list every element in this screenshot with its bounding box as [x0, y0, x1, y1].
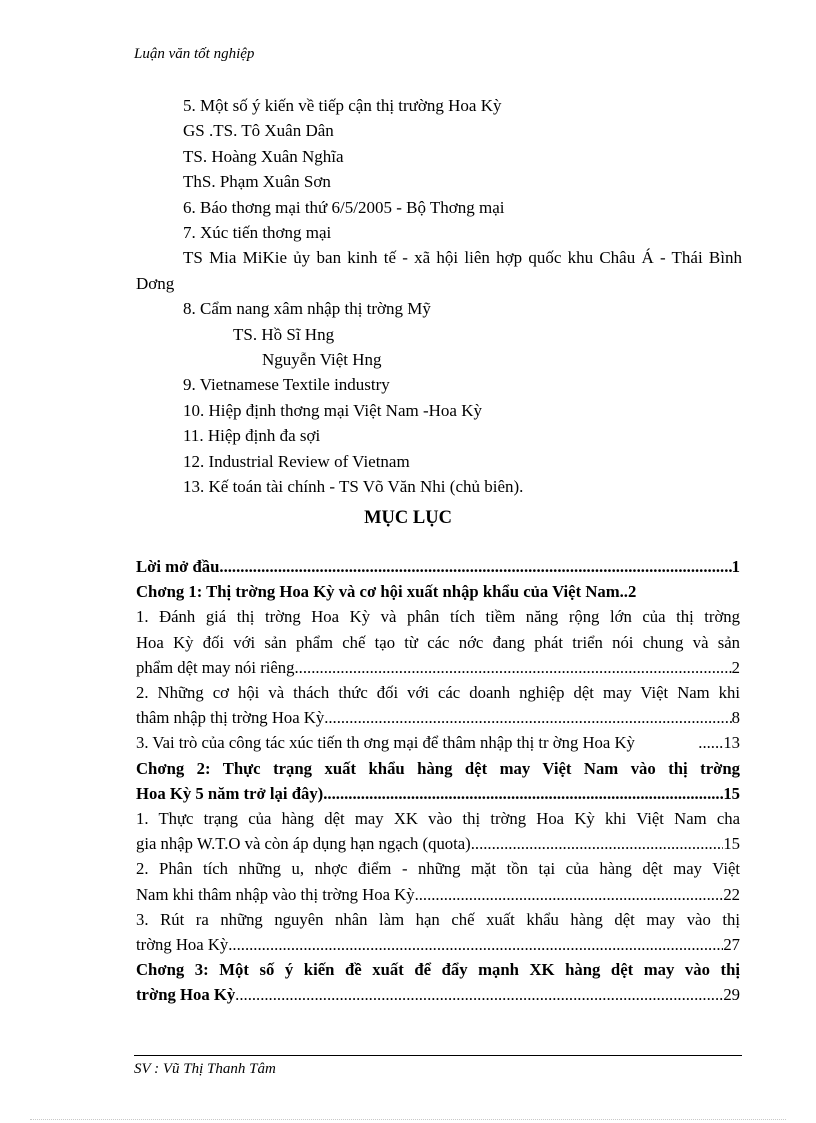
toc-entry-line: 1. Thực trạng của hàng dệt may XK vào thị trờng Hoa Kỳ khi Việt Nam cha	[136, 809, 740, 829]
toc-entry-line: 2. Những cơ hội và thách thức đối với các doanh nghiệp dệt may Việt Nam khi	[136, 683, 740, 703]
toc-entry-line: trờng Hoa Kỳ	[136, 935, 229, 955]
toc-chapter-3[interactable]	[136, 957, 740, 1007]
reference-author: TS. Hồ Sĩ Hng	[233, 324, 335, 344]
toc-page-number: 22	[723, 884, 740, 904]
toc-page-number: 8	[731, 708, 740, 728]
toc-entry-line: Hoa Kỳ 5 năm trở lại đây)	[136, 783, 324, 803]
reference-item: 12. Industrial Review of Vietnam	[183, 451, 410, 471]
toc-page-number: 27	[723, 935, 740, 955]
toc-entry-line: trờng Hoa Kỳ	[136, 985, 236, 1005]
reference-item: 5. Một số ý kiến về tiếp cận thị trường Hoa Kỳ	[183, 96, 502, 115]
toc-entry-2-3[interactable]	[136, 907, 740, 957]
toc-page-number: 29	[723, 985, 740, 1005]
footer-student-name: SV : Vũ Thị Thanh Tâm	[134, 1061, 276, 1077]
toc-entry-label: Lời mở đầu	[136, 557, 220, 576]
page-header-title: Luận văn tốt nghiệp	[134, 46, 255, 62]
reference-item: 6. Báo thơng mại thứ 6/5/2005 - Bộ Thơng mại	[183, 197, 505, 217]
table-of-contents	[136, 554, 740, 1008]
reference-author: TS Mia MiKie ủy ban kinh tế - xã hội liên hợp quốc khu Châu Á - Thái Bình Dơng	[136, 248, 742, 293]
toc-entry-2-1[interactable]	[136, 806, 740, 856]
toc-entry-line: 2. Phân tích những u, nhợc điểm - những mặt tồn tại của hàng dệt may Việt	[136, 859, 740, 879]
page-bottom-border	[30, 1119, 786, 1120]
toc-entry-1-3[interactable]	[136, 730, 740, 755]
reference-item: 11. Hiệp định đa sợi	[183, 426, 321, 446]
reference-item: 13. Kế toán tài chính - TS Võ Văn Nhi (chủ biên).	[183, 477, 524, 497]
toc-chapter-2[interactable]	[136, 756, 740, 806]
toc-entry-intro[interactable]	[136, 554, 740, 579]
reference-author: GS .TS. Tô Xuân Dân	[183, 121, 334, 141]
toc-entry-label: Chơng 1: Thị trờng Hoa Kỳ và cơ hội xuất nhập khẩu của Việt Nam	[136, 582, 620, 602]
toc-entry-line: 1. Đánh giá thị trờng Hoa Kỳ và phân tích tiềm năng rộng lớn của thị trờng	[136, 607, 740, 627]
toc-entry-line: phẩm dệt may nói riêng	[136, 657, 295, 677]
toc-entry-line: Hoa Kỳ đối với sản phẩm chế tạo từ các nớc đang phát triển nói chung và sản	[136, 632, 740, 652]
toc-page-number: 15	[723, 834, 740, 854]
toc-page-number: 2	[731, 657, 740, 677]
toc-entry-2-2[interactable]	[136, 856, 740, 906]
reference-item: 10. Hiệp định thơng mại Việt Nam -Hoa Kỳ	[183, 400, 482, 420]
reference-author: Nguyễn Việt Hng	[262, 350, 382, 370]
reference-author: TS. Hoàng Xuân Nghĩa	[183, 146, 344, 166]
toc-entry-1-2[interactable]	[136, 680, 740, 730]
toc-entry-line: Chơng 2: Thực trạng xuất khẩu hàng dệt may Việt Nam vào thị trờng	[136, 758, 740, 778]
toc-page-number: 1	[731, 557, 740, 576]
toc-entry-line: 3. Rút ra những nguyên nhân làm hạn chế xuất khẩu hàng dệt may vào thị	[136, 909, 740, 929]
toc-entry-line: 3. Vai trò của công tác xúc tiến th ơng mại để thâm nhập thị tr ờng Hoa Kỳ	[136, 733, 635, 753]
toc-entry-line: Chơng 3: Một số ý kiến đề xuất để đẩy mạnh XK hàng dệt may vào thị	[136, 960, 740, 980]
toc-entry-line: Nam khi thâm nhập vào thị trờng Hoa Kỳ	[136, 884, 415, 904]
reference-item: 7. Xúc tiến thơng mại	[183, 223, 332, 243]
toc-title: MỤC LỤC	[364, 508, 452, 528]
toc-page-number: ......13	[698, 733, 740, 753]
toc-entry-line: thâm nhập thị trờng Hoa Kỳ	[136, 708, 325, 728]
toc-entry-line: gia nhập W.T.O và còn áp dụng hạn ngạch (quota)	[136, 834, 471, 854]
toc-chapter-1[interactable]	[136, 579, 740, 604]
toc-page-number: 15	[723, 783, 740, 803]
reference-item: 9. Vietnamese Textile industry	[183, 375, 390, 395]
toc-entry-1-1[interactable]	[136, 604, 740, 680]
reference-list	[136, 93, 742, 500]
reference-item: 8. Cẩm nang xâm nhập thị trờng Mỹ	[183, 299, 431, 319]
toc-page-number: ..2	[619, 582, 637, 602]
reference-author: ThS. Phạm Xuân Sơn	[183, 172, 331, 192]
footer-divider	[134, 1055, 742, 1056]
